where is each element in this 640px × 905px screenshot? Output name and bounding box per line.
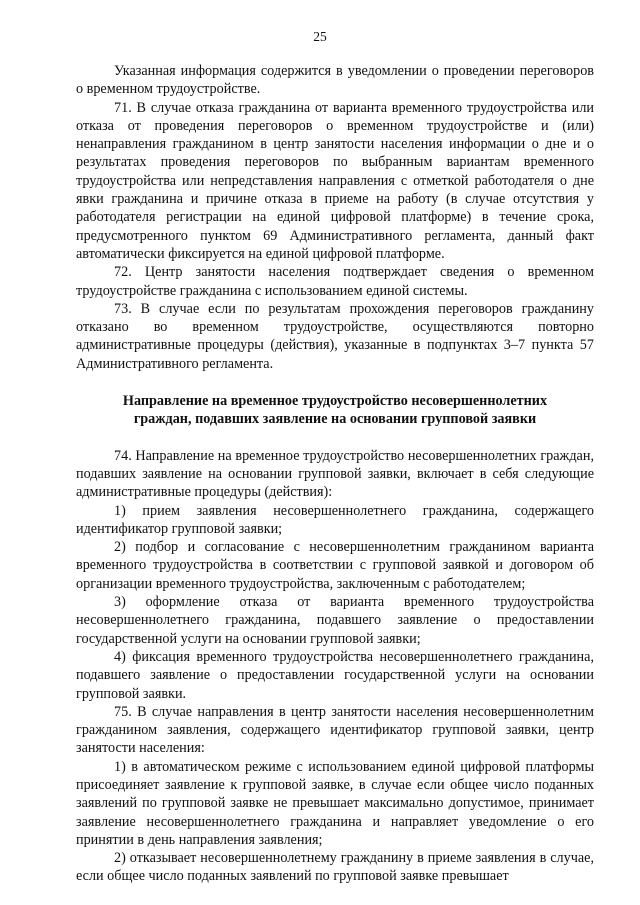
document-body — [76, 62, 594, 886]
paragraph-71: 71. В случае отказа гражданина от варианта временного трудоустройства или отказа от проведения переговоров о временном трудоустройстве и (или) ненаправления гражданином в центр занятости населения информации о дне и о результатах проведения переговоров по выбранным вариантам временного трудоустройства или непредставления направления с отметкой работодателя о дне явки гражданина и причине отказа в приеме на работу (в случае отсутствия у работодателя регистрации на единой цифровой платформе) в течение срока, предусмотренного пунктом 69 Административного регламента, данный факт автоматически фиксируется на единой цифровой платформе. — [76, 99, 594, 262]
page-number: 25 — [313, 29, 327, 44]
paragraph-73: 73. В случае если по результатам прохождения переговоров гражданину отказано во временном трудоустройстве, осуществляются повторно административные процедуры (действия), указанные в подпунктах 3–7 пункта 57 Административного регламента. — [76, 300, 594, 372]
paragraph-info-notice: Указанная информация содержится в уведомлении о проведении переговоров о временном трудоустройстве. — [76, 63, 594, 98]
paragraph-75: 75. В случае направления в центр занятости населения несовершеннолетним гражданином заявления, содержащего идентификатор групповой заявки, центр занятости населения: — [76, 703, 594, 757]
paragraph-75-item-1: 1) в автоматическом режиме с использованием единой цифровой платформы присоединяет заявление к групповой заявке, в случае если общее число поданных заявлений по групповой заявке не превышает максимально допустимое, принимает заявление несовершеннолетнего гражданина и направляет уведомление о его принятии в день направления заявления; — [76, 758, 594, 848]
section-heading: Направление на временное трудоустройство несовершеннолетних граждан, подавших заявление на основании групповой заявки — [122, 393, 548, 428]
paragraph-74-item-2: 2) подбор и согласование с несовершеннолетним гражданином варианта временного трудоустройства в соответствии с групповой заявкой и договором об организации временного трудоустройства, заключенным с работодателем; — [76, 539, 594, 592]
paragraph-74-item-1: 1) прием заявления несовершеннолетнего гражданина, содержащего идентификатор групповой заявки; — [76, 502, 594, 537]
paragraph-74-item-3: 3) оформление отказа от варианта временного трудоустройства несовершеннолетнего гражданина, подавшего заявление о предоставлении государственной услуги на основании групповой заявки; — [76, 594, 594, 647]
paragraph-75-item-2: 2) отказывает несовершеннолетнему гражданину в приеме заявления в случае, если общее число поданных заявлений по групповой заявке превышает — [76, 850, 594, 885]
paragraph-72: 72. Центр занятости населения подтверждает сведения о временном трудоустройстве гражданина с использованием единой системы. — [76, 264, 594, 299]
paragraph-74: 74. Направление на временное трудоустройство несовершеннолетних граждан, подавших заявление на основании групповой заявки, включает в себя следующие административные процедуры (действия): — [76, 447, 594, 501]
paragraph-74-item-4: 4) фиксация временного трудоустройства несовершеннолетнего гражданина, подавшего заявление о предоставлении государственной услуги на основании групповой заявки. — [76, 648, 594, 702]
